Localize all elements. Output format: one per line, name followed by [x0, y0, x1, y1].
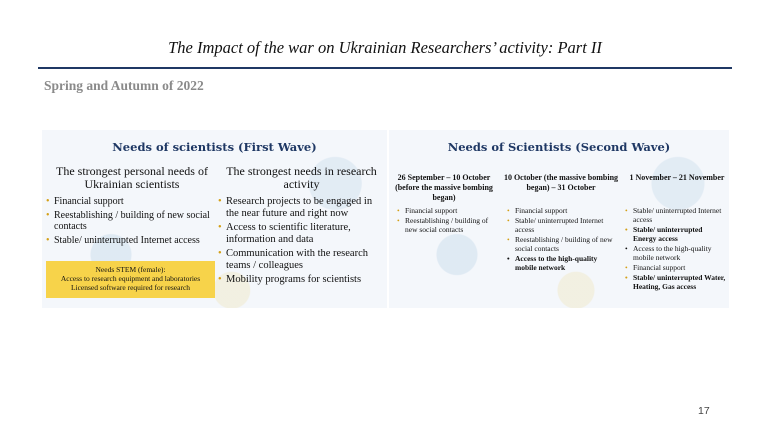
- stem-box-line: Licensed software required for research: [70, 283, 191, 292]
- list-item: • Reestablishing / building of new social contacts: [397, 216, 489, 234]
- list-item: • Stable/ uninterrupted Internet access: [46, 235, 200, 246]
- bullet-icon: •: [218, 248, 222, 259]
- list-item: • Communication with the research teams / colleagues: [218, 248, 369, 271]
- bullet-icon: •: [46, 210, 50, 221]
- stem-box-line: Access to research equipment and laboratories: [60, 274, 201, 283]
- list-item: • Access to the high-quality mobile network: [625, 244, 712, 262]
- list-item: • Stable/ uninterrupted Internet access: [507, 216, 604, 234]
- list-item: • Financial support: [397, 206, 458, 215]
- bullet-icon: •: [218, 196, 222, 207]
- slide-subtitle: Spring and Autumn of 2022: [44, 78, 204, 93]
- period-heading: 10 October (the massive bombing began) – 31 October: [503, 173, 619, 192]
- stem-box-line: Needs STEM (female):: [95, 265, 166, 274]
- period-heading: 26 September – 10 October (before the massive bombing began): [395, 173, 493, 202]
- list-item: • Reestablishing / building of new social contacts: [46, 210, 210, 232]
- stem-needs-box: [46, 261, 215, 298]
- second-wave-panel: [389, 130, 729, 308]
- list-item: • Reestablishing / building of new social contacts: [507, 235, 613, 253]
- personal-needs-heading: The strongest personal needs of Ukrainian scientists: [56, 164, 208, 191]
- list-item: • Mobility programs for scientists: [218, 274, 362, 285]
- bullet-icon: •: [625, 206, 628, 215]
- list-item: • Access to scientific literature, information and data: [218, 222, 351, 245]
- bullet-icon: •: [625, 273, 628, 282]
- period-list-1: [397, 206, 501, 235]
- second-wave-heading: Needs of Scientists (Second Wave): [447, 140, 671, 154]
- bullet-icon: •: [507, 206, 510, 215]
- page-number: 17: [698, 405, 710, 417]
- bullet-icon: •: [218, 222, 222, 233]
- bullet-icon: •: [507, 235, 510, 244]
- title-divider: [38, 67, 732, 69]
- first-wave-heading: Needs of scientists (First Wave): [112, 140, 317, 154]
- period-list-2: [507, 206, 615, 273]
- bullet-icon: •: [507, 254, 510, 263]
- bullet-icon: •: [625, 244, 628, 253]
- bullet-icon: •: [46, 196, 50, 207]
- period-heading: 1 November – 21 November: [629, 173, 725, 182]
- bullet-icon: •: [397, 216, 400, 225]
- bullet-icon: •: [218, 274, 222, 285]
- list-item: • Stable/ uninterrupted Internet access: [625, 206, 722, 224]
- period-list-3: [625, 206, 727, 292]
- list-item: • Stable/ uninterrupted Energy access: [625, 225, 703, 243]
- bullet-icon: •: [625, 225, 628, 234]
- research-needs-heading: The strongest needs in research activity: [226, 164, 377, 191]
- bullet-icon: •: [507, 216, 510, 225]
- slide-title: The Impact of the war on Ukrainian Researchers’ activity: Part II: [168, 38, 602, 57]
- first-wave-panel: [42, 130, 387, 308]
- list-item: • Stable/ uninterrupted Water, Heating, Gas access: [625, 273, 726, 291]
- list-item: • Financial support: [507, 206, 568, 215]
- list-item: • Financial support: [625, 263, 686, 272]
- list-item: • Financial support: [46, 196, 124, 207]
- list-item: • Access to the high-quality mobile network: [507, 254, 598, 272]
- bullet-icon: •: [46, 235, 50, 246]
- list-item: • Research projects to be engaged in the near future and right now: [218, 196, 373, 219]
- bullet-icon: •: [397, 206, 400, 215]
- bullet-icon: •: [625, 263, 628, 272]
- research-needs-list: [218, 196, 385, 288]
- personal-needs-list: [46, 196, 218, 249]
